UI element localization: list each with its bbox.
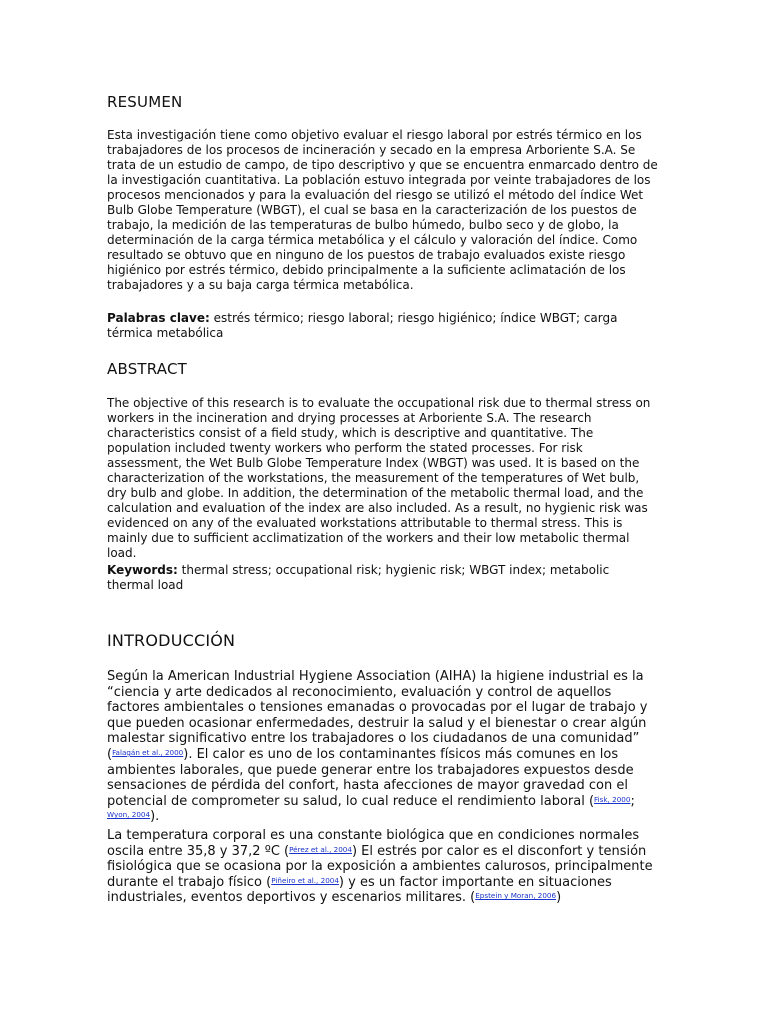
resumen-keywords — [107, 311, 659, 341]
citation-epstein[interactable]: Epstein y Moran, 2006 — [475, 891, 557, 901]
citation-fisk[interactable]: Fisk, 2000 — [594, 794, 631, 804]
intro-p2-text-a: La temperatura corporal es una constante biológica que en condiciones normales oscila entre 35,8 y 37,2 ºC ( — [107, 828, 640, 859]
intro-p1-text-c: ). — [150, 809, 160, 825]
intro-p1-text-a: Según la American Industrial Hygiene Association (AIHA) la higiene industrial es la “ciencia y arte dedicados al reconocimiento, evaluación y control de aquellos factores ambientales o tensiones emanadas o provocadas por el lugar de trabajo y que pueden ocasionar enfermedades, destruir la salud y el bienestar o crear algún malestar significativo entre los trabajadores o los ciudadanos de una comunidad” ( — [107, 669, 648, 762]
resumen-heading: RESUMEN — [107, 93, 183, 111]
resumen-text: Esta investigación tiene como objetivo evaluar el riesgo laboral por estrés térmico en los trabajadores de los procesos de incineración y secado en la empresa Arboriente S.A. Se trata de un estudio de campo, de tipo descriptivo y que se encuentra enmarcado dentro de la investigación cuantitativa. La población estuvo integrada por veinte trabajadores de los procesos mencionados y para la evaluación del riesgo se utilizó el método del índice Wet Bulb Globe Temperature (WBGT), el cual se basa en la caracterización de los puestos de trabajo, la medición de las temperaturas de bulbo húmedo, bulbo seco y de globo, la determinación de la carga térmica metabólica y el cálculo y valoración del índice. Como resultado se obtuvo que en ninguno de los puestos de trabajo evaluados existe riesgo higiénico por estrés térmico, debido principalmente a la suficiente aclimatación de los trabajadores y a su baja carga térmica metabólica. — [107, 128, 658, 292]
intro-p2-text-c: ) y es un factor importante en situaciones industriales, eventos deportivos y escenarios militares. ( — [107, 874, 612, 906]
intro-p2-text-b: ) El estrés por calor es el disconfort y tensión fisiológica que se ocasiona por la exposición a ambientes calurosos, principalmente durante el trabajo físico ( — [107, 843, 653, 890]
introduccion-heading: INTRODUCCIÓN — [107, 631, 236, 650]
keywords-text: estrés térmico; riesgo laboral; riesgo higiénico; índice WBGT; carga térmica metabólica — [107, 311, 618, 340]
citation-perez[interactable]: Pérez et al., 2004 — [289, 844, 352, 854]
keywords-label-en: Keywords: — [107, 563, 178, 577]
keywords-text-en: thermal stress; occupational risk; hygienic risk; WBGT index; metabolic thermal load — [107, 563, 610, 592]
intro-p2-text-d: ) — [556, 890, 562, 906]
citation-wyon[interactable]: Wyon, 2004 — [107, 810, 151, 820]
abstract-keywords — [107, 563, 659, 593]
keywords-label: Palabras clave: — [107, 311, 210, 325]
intro-paragraph-2 — [107, 828, 661, 906]
citation-pineiro[interactable]: Piñeiro et al., 2004 — [271, 875, 339, 885]
intro-p1-text-b: ). El calor es uno de los contaminantes físicos más comunes en los ambientes laborales, que puede generar entre los trabajadores expuestos desde sensaciones de pérdida del confort, hasta afecciones de mayor gravedad con el potencial de comprometer su salud, lo cual reduce el rendimiento laboral ( — [107, 746, 634, 809]
intro-paragraph-1 — [107, 669, 661, 825]
abstract-heading: ABSTRACT — [107, 360, 188, 378]
abstract-text: The objective of this research is to evaluate the occupational risk due to thermal stress on workers in the incineration and drying processes at Arboriente S.A. The research characteristics consist of a field study, which is descriptive and quantitative. The population included twenty workers who perform the stated processes. For risk assessment, the Wet Bulb Globe Temperature Index (WBGT) was used. It is based on the characterization of the workstations, the measurement of the temperatures of Wet bulb, dry bulb and globe. In addition, the determination of the metabolic thermal load, and the calculation and evaluation of the index are also included. As a result, no hygienic risk was evidenced on any of the evaluated workstations attributable to thermal stress. This is mainly due to sufficient acclimatization of the workers and their low metabolic thermal load. — [107, 396, 651, 560]
citation-separator: ; — [630, 793, 635, 809]
citation-falagan[interactable]: Falagán et al., 2000 — [112, 747, 184, 757]
